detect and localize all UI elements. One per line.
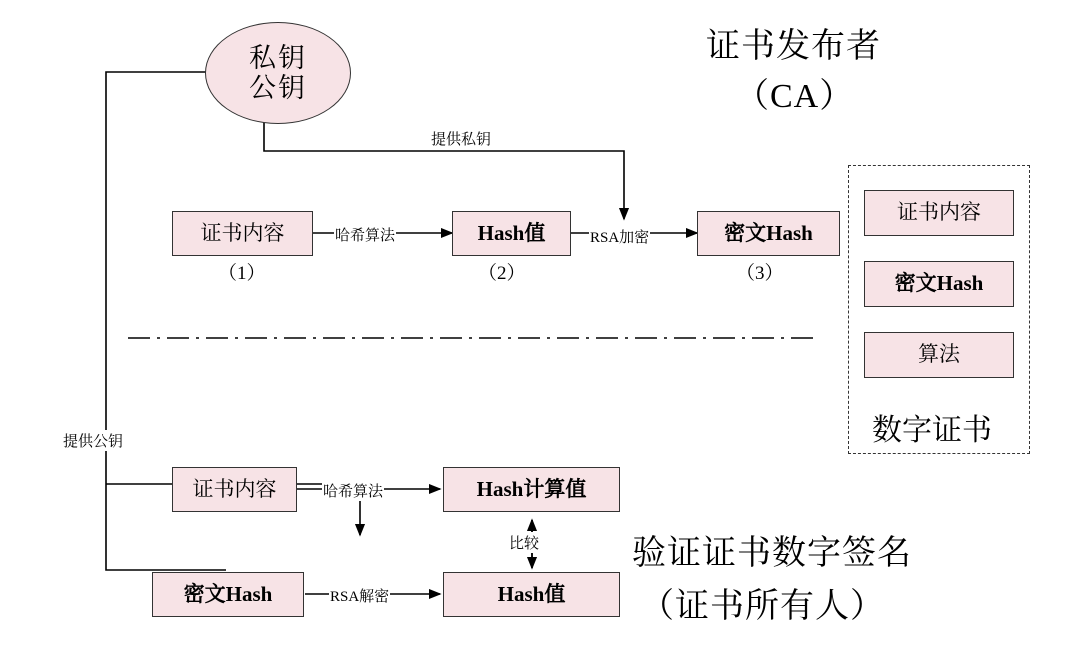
node-cert-content-top: 证书内容 — [172, 211, 313, 256]
cert-item-0: 证书内容 — [864, 190, 1014, 236]
key-pair-ellipse — [205, 22, 351, 124]
node-cipher-hash-top: 密文Hash — [697, 211, 840, 256]
node-cert-content-top-number: （1） — [218, 263, 266, 284]
cert-item-2: 算法 — [864, 332, 1014, 378]
hash-algorithm-label-top: 哈希算法 — [334, 224, 396, 245]
title-issuer: 证书发布者 — [706, 28, 881, 65]
rsa-decrypt-label: RSA解密 — [329, 585, 390, 606]
private-key-label: 私钥 — [249, 42, 307, 73]
node-hash-value-top-number: （2） — [478, 263, 526, 284]
node-hash-computed: Hash计算值 — [443, 467, 620, 512]
provide-private-key-label: 提供私钥 — [430, 128, 492, 149]
provide-public-key-label: 提供公钥 — [62, 430, 124, 451]
node-hash-value-top: Hash值 — [452, 211, 571, 256]
node-hash-value-bottom: Hash值 — [443, 572, 620, 617]
hash-algorithm-label-bottom: 哈希算法 — [322, 480, 384, 501]
cert-item-1: 密文Hash — [864, 261, 1014, 307]
public-key-label: 公钥 — [249, 73, 307, 103]
node-cert-content-bottom: 证书内容 — [172, 467, 297, 512]
title-issuer-sub: （CA） — [735, 78, 855, 115]
node-cipher-hash-bottom: 密文Hash — [152, 572, 304, 617]
compare-label: 比较 — [508, 532, 540, 553]
digital-certificate-title: 数字证书 — [872, 414, 992, 447]
title-verify-sub: （证书所有人） — [640, 588, 885, 625]
rsa-encrypt-label: RSA加密 — [589, 226, 650, 247]
node-cipher-hash-top-number: （3） — [736, 263, 784, 284]
title-verify: 验证证书数字签名 — [632, 535, 912, 572]
